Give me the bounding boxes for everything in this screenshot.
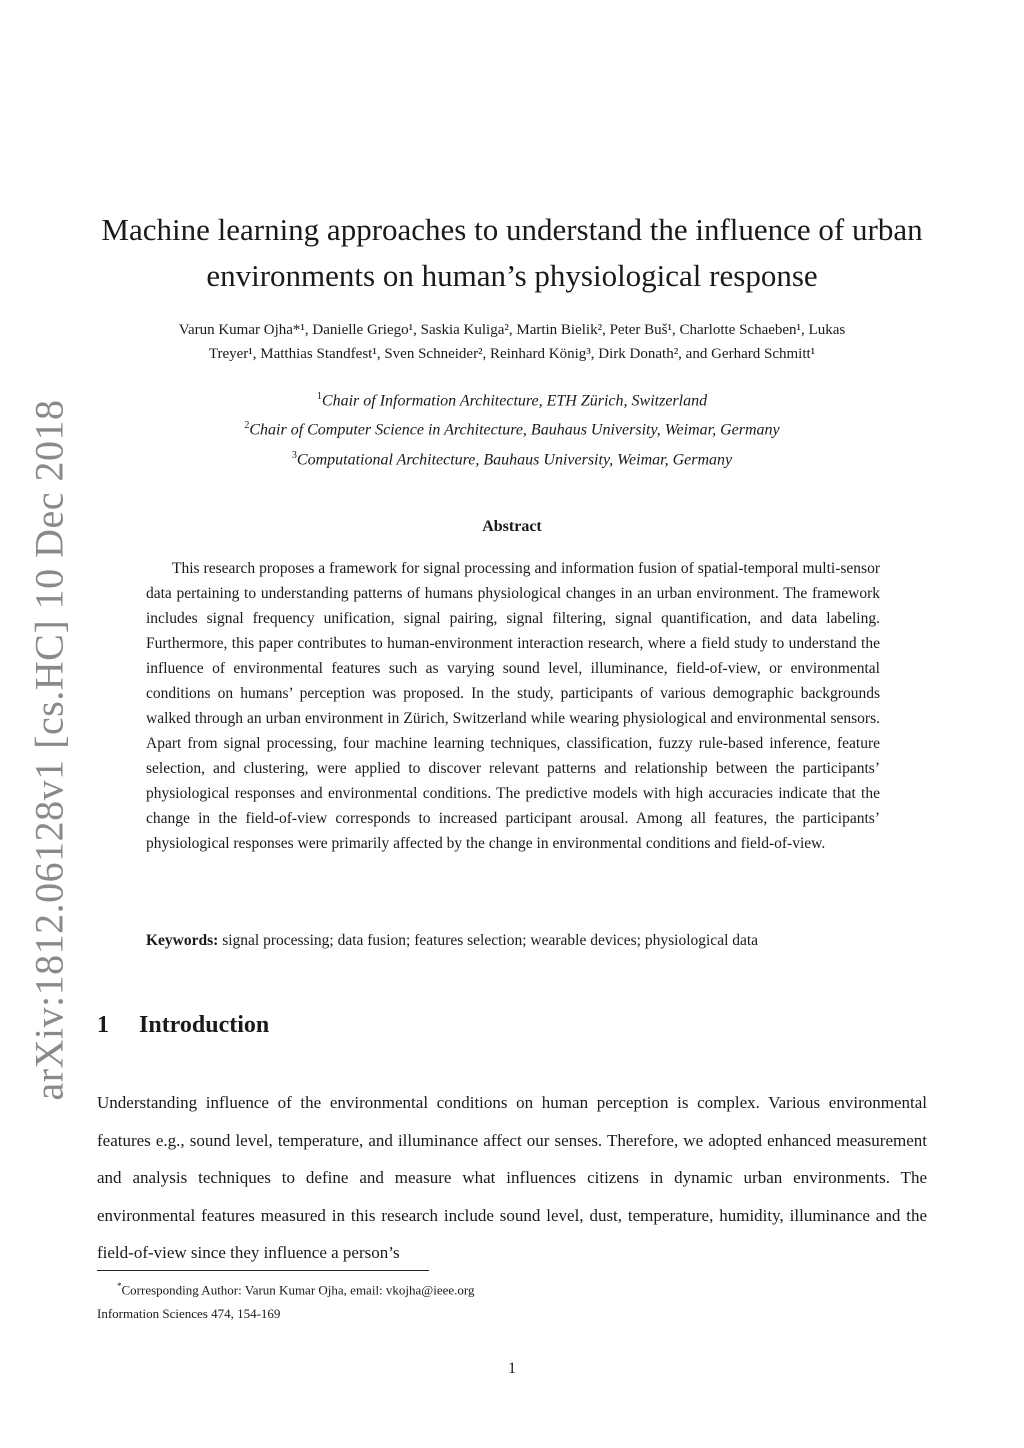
affiliation-mark: 1 xyxy=(316,391,322,402)
affiliation-2 xyxy=(110,413,914,442)
author-line-1: Varun Kumar Ojha*¹, Danielle Griego¹, Saskia Kuliga², Martin Bielik², Peter Buš¹, Charlotte Schaeben¹, Lukas xyxy=(178,322,846,338)
author-list xyxy=(110,318,914,366)
footnote-corresponding-author xyxy=(97,1274,917,1302)
abstract-body: This research proposes a framework for signal processing and information fusion of spatial-temporal multi-sensor data pertaining to understanding patterns of humans physiological changes in an urban environment. The framework includes signal frequency unification, signal pairing, signal filtering, signal quantification, and data labeling. Furthermore, this paper contributes to human-environment interaction research, where a field study to understand the influence of environmental features such as varying sound level, illuminance, field-of-view, or environmental conditions on humans’ perception was proposed. In the study, participants of various demographic backgrounds walked through an urban environment in Zürich, Switzerland while wearing physiological and environmental sensors. Apart from signal processing, four machine learning techniques, classification, fuzzy rule-based inference, feature selection, and clustering, were applied to discover relevant patterns and relationship between the participants’ physiological responses and environmental conditions. The predictive models with high accuracies indicate that the change in the field-of-view corresponds to increased participant arousal. Among all features, the participants’ physiological responses were primarily affected by the change in environmental conditions and field-of-view. xyxy=(146,560,880,852)
introduction-body: Understanding influence of the environmental conditions on human perception is complex. Various environmental features e.g., sound level, temperature, and illuminance affect our senses. Therefore, we adopted enhanced measurement and analysis techniques to define and measure what influences citizens in dynamic urban environments. The environmental features measured in this research include sound level, dust, temperature, humidity, illuminance and the field-of-view since they influence a person’s xyxy=(97,1093,927,1262)
section-title: Introduction xyxy=(139,1012,270,1038)
page-number: 1 xyxy=(508,1360,516,1377)
footnote-rule xyxy=(97,1270,429,1271)
arxiv-identifier: arXiv:1812.06128v1 [cs.HC] 10 Dec 2018 xyxy=(26,399,72,1101)
abstract-heading: Abstract xyxy=(482,518,542,535)
paper-title: Machine learning approaches to understand the influence of urban environments on human’s physiological response xyxy=(101,212,923,293)
footnote-journal: Information Sciences 474, 154-169 xyxy=(97,1306,281,1322)
affiliation-text: Chair of Information Architecture, ETH Zürich, Switzerland xyxy=(321,392,708,410)
affiliation-3 xyxy=(110,443,914,472)
section-heading xyxy=(97,1012,269,1039)
affiliation-mark: 2 xyxy=(244,420,250,432)
author-line-2: Treyer¹, Matthias Standfest¹, Sven Schneider², Reinhard König³, Dirk Donath², and Gerhard Schmitt¹ xyxy=(208,346,816,362)
keywords-text: signal processing; data fusion; features selection; wearable devices; physiological data xyxy=(222,932,759,949)
section-number: 1 xyxy=(97,1012,109,1038)
footnote-text: Corresponding Author: Varun Kumar Ojha, email: vkojha@ieee.org xyxy=(121,1282,475,1298)
affiliation-text: Chair of Computer Science in Architecture, Bauhaus University, Weimar, Germany xyxy=(249,421,780,439)
affiliation-1 xyxy=(110,384,914,413)
footnotes xyxy=(97,1274,917,1326)
affiliation-text: Computational Architecture, Bauhaus University, Weimar, Germany xyxy=(296,450,733,468)
affiliation-mark: 3 xyxy=(291,449,297,461)
keywords xyxy=(146,930,886,952)
footnote-mark: * xyxy=(117,1281,122,1291)
keywords-label: Keywords: xyxy=(146,932,219,949)
affiliation-list xyxy=(110,384,914,472)
